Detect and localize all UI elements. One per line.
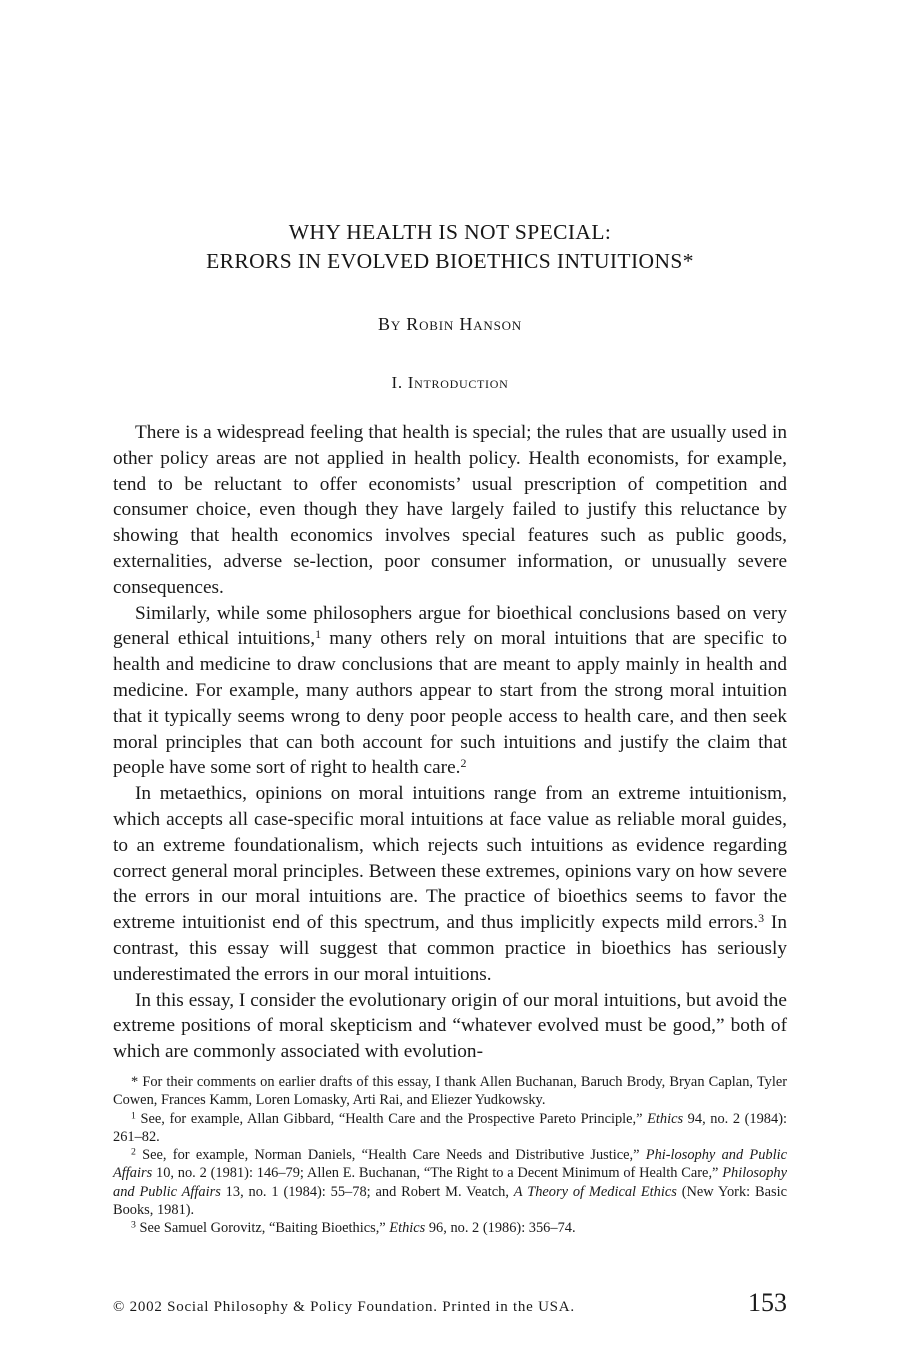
- copyright-notice: © 2002 Social Philosophy & Policy Foundation. Printed in the USA.: [113, 1299, 575, 1315]
- page-number: 153: [748, 1288, 787, 1317]
- footnote-ref-2[interactable]: 2: [460, 756, 467, 771]
- footnote-2-marker: 2: [131, 1146, 136, 1158]
- footnote-2-journal-3: A Theory of Medical Ethics: [513, 1183, 677, 1200]
- paragraph-3: [113, 781, 787, 987]
- footnote-3-text-before: See Samuel Gorovitz, “Baiting Bioethics,”: [135, 1220, 390, 1237]
- footnote-3: [113, 1219, 787, 1237]
- footnote-1-text-before: See, for example, Allan Gibbard, “Health Care and the Prospective Pareto Principle,”: [135, 1110, 648, 1127]
- footnote-star-marker: *: [131, 1074, 139, 1090]
- footnote-2: [113, 1146, 787, 1219]
- footnote-3-marker: 3: [131, 1219, 136, 1231]
- page-content: [113, 0, 787, 1065]
- footnote-1: [113, 1110, 787, 1147]
- footnote-star-text: For their comments on earlier drafts of this essay, I thank Allen Buchanan, Baruch Brody, Bryan Caplan, Tyler Cowen, Frances Kamm, Loren Lomasky, Arti Rai, and Eliezer Yudkowsky.: [113, 1074, 787, 1109]
- article-byline: By Robin Hanson: [378, 314, 522, 334]
- footnote-2-segment-3: 13, no. 1 (1984): 55–78; and Robert M. Veatch,: [220, 1183, 514, 1200]
- footnote-2-segment-1: See, for example, Norman Daniels, “Health Care Needs and Distributive Justice,”: [135, 1147, 646, 1164]
- footnote-ref-1[interactable]: 1: [315, 627, 322, 642]
- article-title-line-2: ERRORS IN EVOLVED BIOETHICS INTUITIONS*: [206, 249, 694, 273]
- paragraph-2-text-a: Similarly, while some philosophers argue for bioethical conclusions based on very general ethical intuitions,: [113, 602, 787, 650]
- paragraph-3-text-b: In contrast, this essay will suggest that common practice in bioethics has seriously underestimated the errors in our moral intuitions.: [113, 912, 787, 985]
- footnote-1-text-after: 94, no. 2 (1984): 261–82.: [113, 1110, 787, 1145]
- paragraph-1-text: There is a widespread feeling that health is special; the rules that are usually used in other policy areas are not applied in health policy. Health economists, for example, tend to be reluctant to offer economists’ usual prescription of competition and consumer choice, even though they have largely failed to justify this reluctance by showing that health economics involves special features such as public goods, externalities, adverse se-lection, poor consumer information, or unusually severe consequences.: [113, 422, 787, 598]
- paragraph-4-text: In this essay, I consider the evolutionary origin of our moral intuitions, but avoid the extreme positions of moral skepticism and “whatever evolved must be good,” both of which are commonly associated with evolution-: [113, 989, 787, 1063]
- footnote-2-journal-2: Philosophy and Public Affairs: [113, 1165, 787, 1200]
- footnote-2-segment-4: (New York: Basic Books, 1981).: [113, 1183, 787, 1219]
- paragraph-2: [113, 601, 787, 782]
- paragraph-4: [113, 988, 787, 1065]
- paragraph-2-text-b: many others rely on moral intuitions that are specific to health and medicine to draw conclusions that are meant to apply mainly in health and medicine. For example, many authors appear to start from the strong moral intuition that it typically seems wrong to deny poor people access to health care, and then seek moral principles that can both account for such intuitions and justify the claim that people have some sort of right to health care.: [113, 628, 787, 779]
- footnote-2-segment-2: 10, no. 2 (1981): 146–79; Allen E. Buchanan, “The Right to a Decent Minimum of Health Care,”: [152, 1165, 723, 1182]
- article-body: [113, 420, 787, 1065]
- page-footer: [113, 1288, 787, 1318]
- footnote-1-marker: 1: [131, 1109, 136, 1121]
- footnote-2-journal-1: Phi-losophy and Public Affairs: [113, 1147, 787, 1182]
- article-title-line-1: WHY HEALTH IS NOT SPECIAL:: [288, 220, 612, 244]
- section-heading-introduction: I. Introduction: [391, 373, 509, 392]
- footnote-3-text-after: 96, no. 2 (1986): 356–74.: [425, 1220, 576, 1237]
- footnote-1-journal: Ethics: [647, 1110, 684, 1127]
- paragraph-1: [113, 420, 787, 601]
- footnote-star: [113, 1073, 787, 1110]
- footnote-3-journal: Ethics: [389, 1220, 426, 1237]
- paragraph-3-text-a: In metaethics, opinions on moral intuitions range from an extreme intuitionism, which accepts all case-specific moral intuitions at face value as reliable moral guides, to an extreme foundationalism, which rejects such intuitions as evidence regarding correct general moral principles. Between these extremes, opinions vary on how severe the errors in our moral intuitions are. The practice of bioethics seems to favor the extreme intuitionist end of this spectrum, and thus implicitly expects mild errors.: [113, 783, 787, 934]
- footnotes-section: [113, 1073, 787, 1238]
- footnote-ref-3[interactable]: 3: [758, 910, 765, 925]
- article-title-block: [113, 218, 787, 276]
